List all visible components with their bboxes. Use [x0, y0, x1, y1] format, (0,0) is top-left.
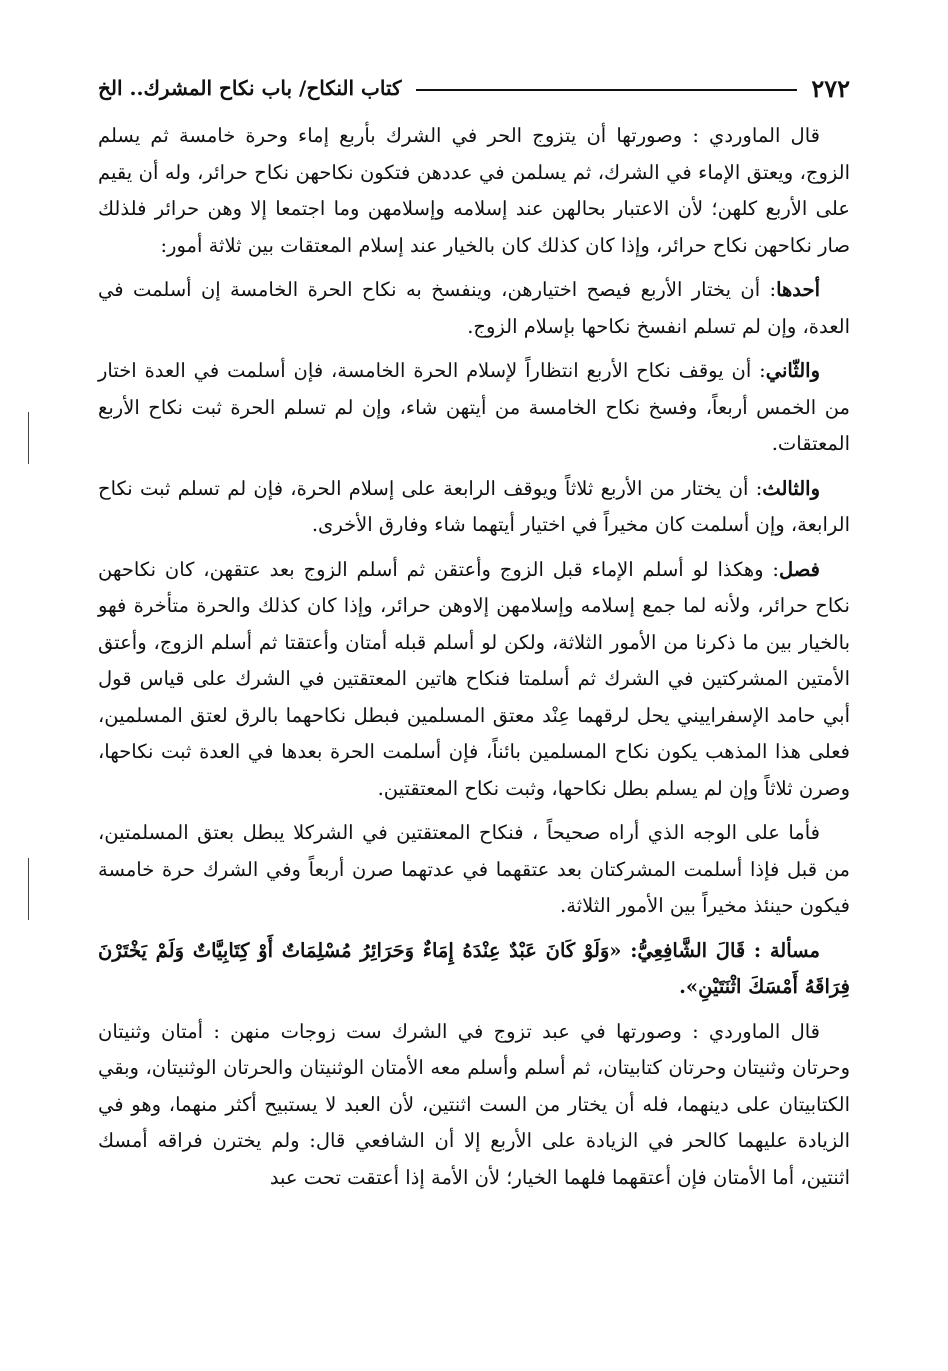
paragraph-2	[98, 272, 850, 345]
paragraph-6	[98, 815, 850, 925]
text-body	[98, 118, 850, 1202]
paragraph-lead: والثالث	[762, 476, 820, 500]
page-header	[98, 68, 850, 108]
paragraph-text: فأما على الوجه الذي أراه صحيحاً ، فنكاح المعتقتين في الشركلا يبطل بعتق المسلمتين، من قبل فإذا أسلمت المشركتان بعد عتقهما في عدتهما صرن أربعاً وفي الشرك حرة خامسة فيكون حينئذ مخيراً بين الأمور الثلاثة.	[98, 821, 850, 917]
paragraph-3	[98, 353, 850, 463]
quoted-text: : «وَلَوْ كَانَ عَبْدٌ عِنْدَهُ إِمَاءٌ وَحَرَائِرُ مُسْلِمَاتٌ أَوْ كِتَابِيَّاتٌ وَلَمْ يَخْتَرْنَ فِرَاقَهُ أَمْسَكَ اثْنَتَيْنِ».	[98, 938, 850, 998]
margin-mark	[28, 412, 29, 464]
running-title: كتاب النكاح/ باب نكاح المشرك.. الخ	[98, 76, 402, 100]
paragraph-text: : أن يوقف نكاح الأربع انتظاراً لإسلام الحرة الخامسة، فإن أسلمت في العدة اختار من الخمس أربعاً، وفسخ نكاح الخامسة من أيتهن شاء، وإن لم تسلم الحرة ثبت نكاح الأربع المعتقات.	[98, 359, 850, 455]
paragraph-lead: والثّاني	[765, 359, 820, 382]
masala-label: مسألة : قَالَ الشَّافِعِيُّ	[637, 938, 821, 962]
header-rule	[416, 89, 798, 91]
margin-mark	[28, 858, 29, 920]
paragraph-text: قال الماوردي : وصورتها في عبد تزوج في الشرك ست زوجات منهن : أمتان وثنيتان وحرتان وثنيتان وحرتان كتابيتان، ثم أسلم وأسلم معه الأمتان الوثنيتان والحرتان الوثنيتان، وبقي الكتابيتان على دينهما، فله أن يختار من الست اثنتين، لأن العبد لا يستبيح أكثر منهما، وهو في الزيادة عليهما كالحر في الزيادة على الأربع إلا أن الشافعي قال: ولم يخترن فراقه أمسك اثنتين، أما الأمتان فإن أعتقهما فلهما الخيار؛ لأن الأمة إذا أعتقت تحت عبد	[98, 1019, 850, 1189]
section-fasl	[98, 552, 850, 808]
paragraph-text: : وهكذا لو أسلم الإماء قبل الزوج وأعتقن ثم أسلم الزوج بعد عتقهن، كان نكاحهن نكاح حرائر، ولأنه لما جمع إسلامه وإسلامهن إلاوهن حرائر، وإذا كان كذلك والحرة متأخرة فهو بالخيار بين ما ذكرنا من الأمور الثلاثة، ولكن لو أسلم قبله أمتان وأعتقتا ثم أسلم الزوج، وأعتق الأمتين المشركتين في الشرك ثم أسلمتا فنكاح هاتين المعتقتين في الشرك على قياس قول أبي حامد الإسفراييني يحل لرقهما عِنْد معتق المسلمين فبطل نكاحهما بالرق لعتق المسلمين، فعلى هذا المذهب يكون نكاح المسلمين بائناً، فإن أسلمت الحرة بعدها في العدة ثبت نكاحها، وصرن ثلاثاً وإن لم يسلم بطل نكاحها، وثبت نكاح المعتقتين.	[98, 557, 850, 800]
paragraph-text: قال الماوردي : وصورتها أن يتزوج الحر في الشرك بأربع إماء وحرة خامسة ثم يسلم الزوج، ويعتق الإماء في الشرك، ثم يسلمن في عددهن فتكون نكاحهن نكاح حرائر، وله أن يقيم على الأربع كلهن؛ لأن الاعتبار بحالهن عند إسلامه وإسلامهن وما اجتمعا إلا وهن حرائر فلذلك صار نكاحهن نكاح حرائر، وإذا كان كذلك كان بالخيار عند إسلام المعتقات بين ثلاثة أمور:	[98, 124, 850, 257]
paragraph-1	[98, 118, 850, 264]
page-number: ٢٧٢	[811, 73, 850, 103]
paragraph-8	[98, 1014, 850, 1197]
paragraph-text: : أن يختار الأربع فيصح اختيارهن، وينفسخ به نكاح الحرة الخامسة إن أسلمت في العدة، وإن لم تسلم انفسخ نكاحها بإسلام الزوج.	[98, 278, 850, 338]
paragraph-4	[98, 471, 850, 544]
section-label: فصل	[779, 557, 820, 581]
paragraph-text: : أن يختار من الأربع ثلاثاً ويوقف الرابعة على إسلام الحرة، فإن لم تسلم ثبت نكاح الرابعة، وإن أسلمت كان مخيراً في اختيار أيتهما شاء وفارق الأخرى.	[98, 476, 850, 536]
paragraph-lead: أحدها	[776, 278, 820, 301]
masala-heading	[98, 933, 850, 1006]
